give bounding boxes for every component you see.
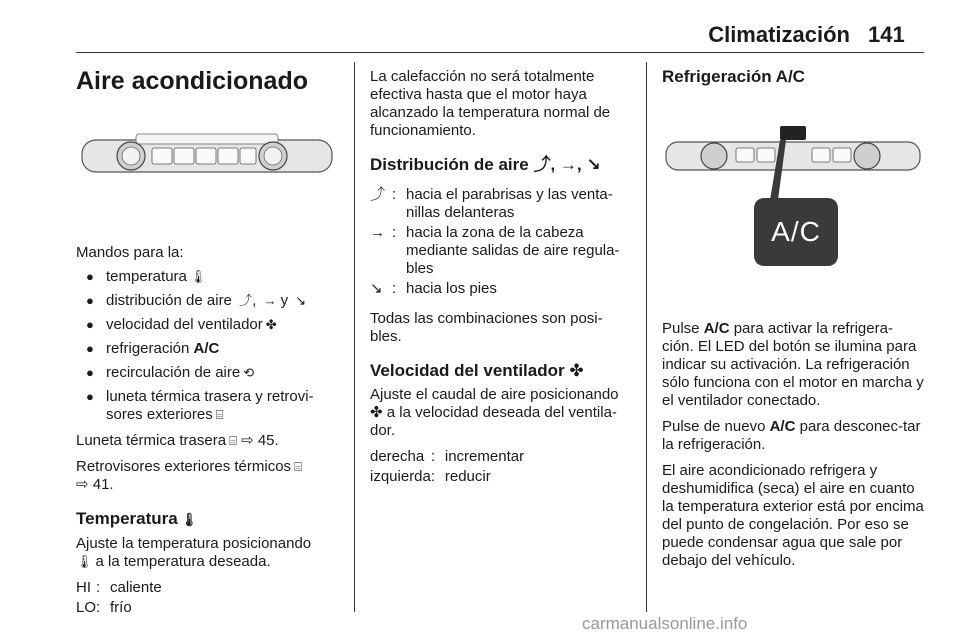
temperature-text-line: Ajuste la temperatura posicionando [76, 535, 312, 552]
windshield-vent-icon: ⤴ [239, 293, 253, 308]
temperature-text-line: a la temperatura deseada. [95, 553, 271, 570]
fan-speed-heading-text: Velocidad del ventilador [370, 361, 565, 380]
section-heading: Aire acondicionado [76, 67, 308, 95]
thermometer-icon: 🌡︎ [76, 554, 93, 569]
heating-paragraph: La calefacción no será totalmente efectiva hasta que el motor haya alcanzado la temperatura normal de funcionamiento. [370, 68, 611, 139]
def-val: reducir [444, 468, 491, 485]
fan-icon: ✤ [265, 317, 277, 332]
temperature-heading [76, 508, 338, 531]
def-sep: : [96, 599, 101, 616]
windshield-vent-icon: ⤴ [533, 155, 551, 174]
rear-defrost-icon: ⌸ [215, 407, 224, 422]
bullet-text: distribución de aire [106, 292, 232, 309]
def-key: izquierda [370, 468, 431, 485]
mirror-text: Retrovisores exteriores térmicos [76, 458, 292, 475]
def-sep: : [392, 224, 397, 241]
def-sep: : [96, 579, 101, 596]
bullet-text: sores exteriores [106, 406, 213, 423]
foot-vent-icon: ↘ [370, 280, 383, 297]
fan-speed-defs [370, 448, 632, 486]
fan-speed-text [370, 386, 632, 440]
column-divider-2 [646, 62, 647, 612]
bullet-text: velocidad del ventilador [106, 316, 263, 333]
bullet-and-text: y [280, 292, 289, 309]
controls-intro: Mandos para la: [76, 244, 184, 261]
bullet-text: recirculación de aire [106, 364, 241, 381]
foot-vent-icon: ↘ [586, 155, 601, 174]
column-divider-1 [354, 62, 355, 612]
bullet-temperature: ● temperatura 🌡︎ [86, 268, 207, 285]
column-1 [76, 62, 338, 617]
temperature-text [76, 535, 338, 571]
rear-window-ref: 45. [257, 432, 279, 449]
def-key: HI [76, 579, 91, 596]
bullet-text: refrigeración [106, 340, 190, 357]
fan-icon: ✤ [370, 404, 383, 421]
def-val: hacia los pies [406, 280, 497, 297]
def-sep: : [430, 468, 436, 485]
ac-label: A/C [193, 340, 220, 357]
page-ref-arrow-icon: ⇨ [241, 432, 254, 449]
mirror-ref: 41. [92, 476, 114, 493]
bullet-cooling: ● refrigeración A/C [86, 340, 220, 357]
def-val [406, 224, 632, 278]
bullet-text: luneta térmica trasera y retrovi- [106, 388, 314, 405]
rear-window-text: Luneta térmica trasera [76, 432, 227, 449]
def-val-line: nillas delanteras [406, 204, 515, 221]
temperature-defs [76, 579, 338, 617]
def-val-line: bles [406, 260, 434, 277]
column-3 [662, 62, 924, 570]
ac-illustration [662, 118, 924, 288]
thermometer-icon: 🌡︎ [180, 512, 198, 527]
ac-paragraph-2 [662, 418, 924, 454]
def-val: frío [110, 599, 132, 616]
foot-vent-icon: ↘ [295, 293, 307, 308]
ac-paragraph-3: El aire acondicionado refrigera y deshumidifica (seca) el aire en cuanto la temperatura exterior está por encima del punto de congelación. Por eso se puede condensar agua que sale por debajo del vehículo. [662, 462, 924, 569]
def-val-line: hacia el parabrisas y las venta- [406, 186, 613, 203]
fan-speed-text-line: Ajuste el caudal de aire posicionando [370, 386, 619, 403]
page-ref-arrow-icon: ⇨ [76, 476, 89, 493]
recirculation-icon: ⟲ [243, 365, 255, 380]
thermometer-icon: 🌡︎ [189, 269, 207, 284]
mirror-heater-icon: ⌸ [294, 459, 302, 474]
ac-p2-rest: para desconec-tar la refrigeración. [662, 418, 921, 453]
ac-cooling-heading: Refrigeración A/C [662, 67, 805, 86]
ac-label: A/C [703, 320, 730, 337]
ac-button-callout: A/C [754, 198, 838, 266]
bullet-text: temperatura [106, 268, 187, 285]
fan-speed-text-line: a la velocidad deseada del ventila- [386, 404, 617, 421]
fan-icon: ✤ [569, 361, 584, 380]
ac-paragraph-1 [662, 320, 924, 410]
fan-speed-heading [370, 360, 632, 382]
temperature-heading-text: Temperatura [76, 509, 178, 528]
head-vent-icon: → [559, 155, 577, 174]
ac-label: A/C [769, 418, 796, 435]
ac-p1-rest: para activar la refrigera-ción. El LED del botón se ilumina para indicar su activación. La refrigeración sólo funciona con el motor en marcha y el ventilador conectado. [662, 320, 924, 409]
def-val [406, 186, 632, 222]
ac-p1-start: Pulse [662, 320, 700, 337]
header-rule [76, 52, 924, 53]
combinations-paragraph: Todas las combinaciones son posi-bles. [370, 310, 603, 345]
column-2 [370, 62, 632, 486]
def-sep: : [392, 280, 397, 297]
rear-defrost-icon: ⌸ [229, 433, 237, 448]
watermark: carmanualsonline.info [582, 614, 748, 633]
head-vent-icon: → [263, 293, 277, 308]
distribution-heading: Distribución de aire ⤴, →, ↘ [370, 155, 601, 174]
def-val-line: mediante salidas de aire regula- [406, 242, 620, 259]
ac-p2-start: Pulse de nuevo [662, 418, 766, 435]
head-vent-icon: → [370, 224, 385, 241]
bullet-air-distribution: ● distribución de aire ⤴, → y ↘ [86, 292, 307, 309]
fan-speed-text-line: dor. [370, 422, 396, 439]
bullet-fan-speed: ● velocidad del ventilador ✤ [86, 316, 277, 333]
def-sep: : [392, 186, 397, 203]
rear-window-reference [76, 432, 338, 450]
distribution-heading-text: Distribución de aire [370, 155, 529, 174]
bullet-recirculation: ● recirculación de aire ⟲ [86, 364, 255, 381]
windshield-vent-icon: ⤴ [370, 186, 386, 203]
page-header-title: Climatización [708, 22, 850, 47]
def-val: incrementar [444, 448, 525, 465]
distribution-defs [370, 186, 632, 298]
def-val: caliente [110, 579, 162, 596]
mirror-reference [76, 458, 338, 494]
bullet-rear-window-heater: ● luneta térmica trasera y retrovi- sores exteriores ⌸ [86, 388, 314, 423]
page-number: 141 [868, 22, 905, 47]
climate-control-panel-illustration [76, 116, 338, 196]
def-val-line: hacia la zona de la cabeza [406, 224, 584, 241]
def-sep: : [430, 448, 436, 465]
def-key: derecha [370, 448, 425, 465]
def-key: LO [76, 599, 97, 616]
